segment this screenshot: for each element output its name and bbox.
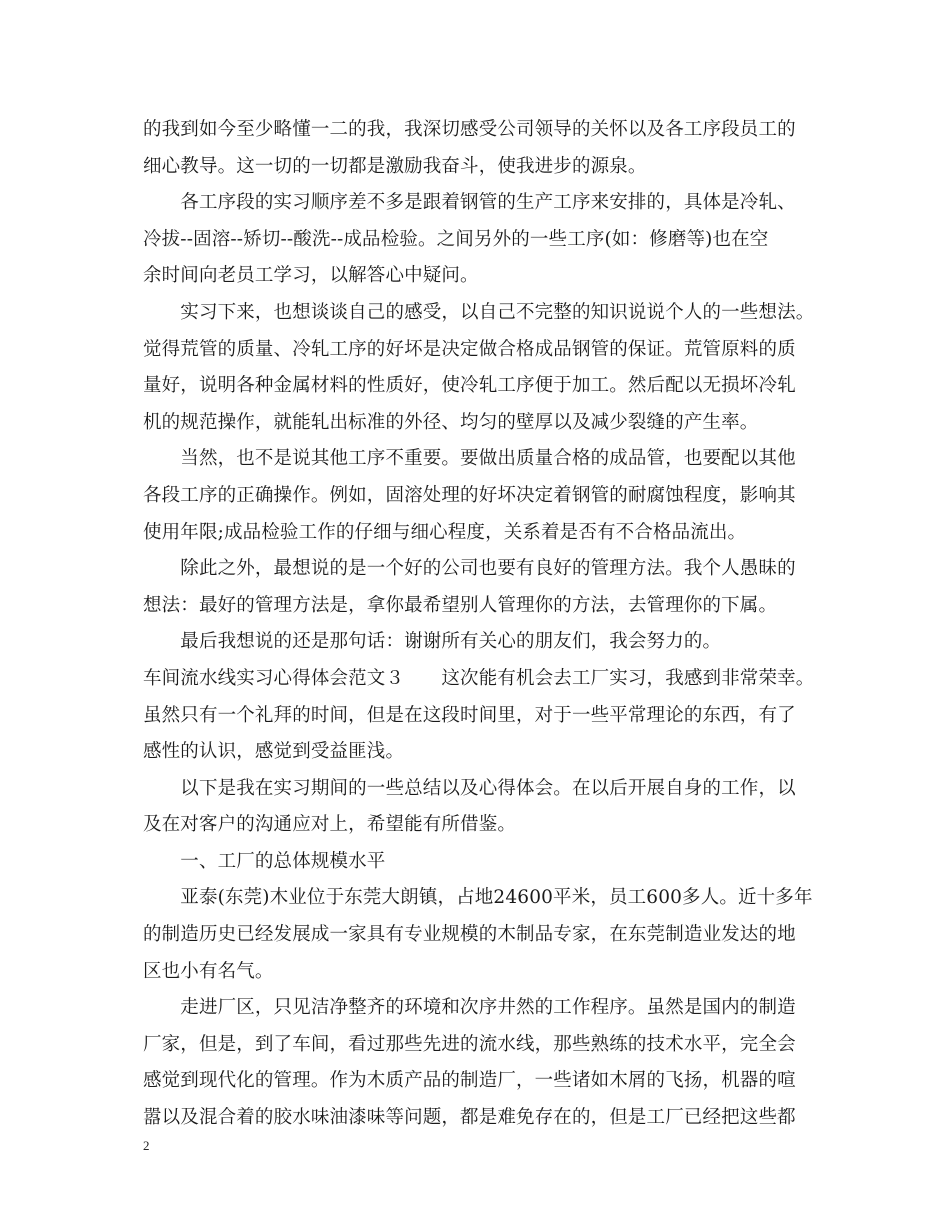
- text-line: 厂家，但是，到了车间，看过那些先进的流水线，那些熟练的技术水平，完全会: [143, 1033, 796, 1055]
- text-line: 余时间向老员工学习，以解答心中疑问。: [143, 265, 479, 287]
- text-line: 最后我想说的还是那句话：谢谢所有关心的朋友们，我会努力的。: [143, 631, 722, 653]
- text-line: 实习下来，也想谈谈自己的感受，以自己不完整的知识说说个人的一些想法。: [143, 301, 815, 323]
- text-line: 的制造历史已经发展成一家具有专业规模的木制品专家，在东莞制造业发达的地: [143, 924, 796, 946]
- text-line: 的我到如今至少略懂一二的我，我深切感受公司领导的关怀以及各工序段员工的: [143, 119, 796, 140]
- text-line: 细心教导。这一切的一切都是激励我奋斗，使我进步的源泉。: [143, 155, 647, 177]
- text-line: 一、工厂的总体规模水平: [143, 850, 386, 872]
- text-line: 冷拔--固溶--矫切--酸洗--成品检验。之间另外的一些工序(如：修磨等)也在空: [143, 228, 769, 250]
- text-line: 各工序段的实习顺序差不多是跟着钢管的生产工序来安排的，具体是冷轧、: [143, 192, 796, 214]
- text-line: 想法：最好的管理方法是，拿你最希望别人管理你的方法，去管理你的下属。: [143, 594, 778, 616]
- text-line: 使用年限;成品检验工作的仔细与细心程度，关系着是否有不合格品流出。: [143, 521, 747, 543]
- body-text: [143, 118, 813, 1143]
- text-line: 机的规范操作，就能轧出标准的外径、均匀的壁厚以及减少裂缝的产生率。: [143, 411, 759, 433]
- text-line: 感觉到现代化的管理。作为木质产品的制造厂，一些诸如木屑的飞扬，机器的喧: [143, 1070, 796, 1092]
- text-line: 嚣以及混合着的胶水味油漆味等问题，都是难免存在的，但是工厂已经把这些都: [143, 1107, 796, 1129]
- text-line: 走进厂区，只见洁净整齐的环境和次序井然的工作程序。虽然是国内的制造: [143, 997, 796, 1019]
- text-line: 车间流水线实习心得体会范文３ 这次能有机会去工厂实习，我感到非常荣幸。: [143, 667, 815, 689]
- page-number: 2: [143, 1138, 150, 1153]
- text-line: 感性的认识，感觉到受益匪浅。: [143, 741, 405, 763]
- text-line: 以下是我在实习期间的一些总结以及心得体会。在以后开展自身的工作，以: [143, 777, 796, 799]
- text-line: 虽然只有一个礼拜的时间，但是在这段时间里，对于一些平常理论的东西，有了: [143, 704, 796, 726]
- text-line: 各段工序的正确操作。例如，固溶处理的好坏决定着钢管的耐腐蚀程度，影响其: [143, 484, 796, 506]
- text-line: 量好，说明各种金属材料的性质好，使冷轧工序便于加工。然后配以无损坏冷轧: [143, 375, 796, 397]
- text-line: 觉得荒管的质量、冷轧工序的好坏是决定做合格成品钢管的保证。荒管原料的质: [143, 338, 796, 360]
- text-line: 当然，也不是说其他工序不重要。要做出质量合格的成品管，也要配以其他: [143, 448, 796, 470]
- text-line: 及在对客户的沟通应对上，希望能有所借鉴。: [143, 814, 517, 836]
- text-line: 除此之外，最想说的是一个好的公司也要有良好的管理方法。我个人愚昧的: [143, 558, 796, 580]
- text-line: 区也小有名气。: [143, 960, 274, 982]
- text-line: 亚泰(东莞)木业位于东莞大朗镇，占地24600平米，员工600多人。近十多年: [143, 887, 813, 909]
